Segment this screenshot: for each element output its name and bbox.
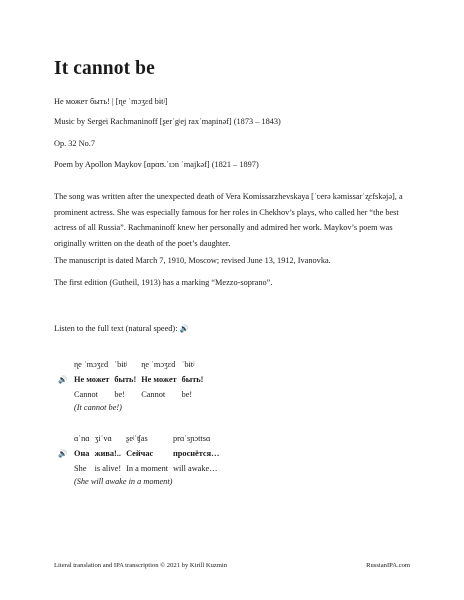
title-russian-ipa: Не может быть! | [ɳe ˈmɔʒɛd bɨtʲ]: [54, 97, 168, 106]
speaker-icon[interactable]: 🔊: [58, 448, 68, 458]
background-paragraph: The song was written after the unexpected death of Vera Komissarzhevskaya [ˈʋerə kəmissarˈʐɛfskəjə], a prominent actress. She was especially famous for her roles in Chekhov’s plays, who called her “the best actress of all Russia”. Rachmaninoff knew her personally and admired her work. Maykov’s poem was originally written on the death of the poet’s daughter.: [54, 192, 403, 248]
song-title: It cannot be: [54, 58, 155, 79]
russian-word: Не может: [141, 374, 177, 384]
footer-site: RussianIPA.com: [366, 562, 410, 569]
ipa-word: prɑˈsɲɔttsɑ: [173, 434, 211, 443]
russian-word: Она: [74, 448, 90, 458]
literal-word: Cannot: [141, 389, 166, 399]
russian-word: быть!: [114, 374, 137, 384]
literal-word: Cannot: [74, 389, 98, 399]
literal-word: In a moment: [126, 463, 169, 473]
ipa-row: [58, 432, 224, 447]
russian-word: проснётся…: [173, 448, 220, 458]
composer-line: Music by Sergei Rachmaninoff [ʂerˈgʲej raxˈmaɲinəf] (1873 – 1843): [54, 117, 281, 126]
poet-line: Poem by Apollon Maykov [ɑpɑʊ.ˈɪɔn ˈmajkəf] (1821 – 1897): [54, 160, 259, 169]
russian-word: жива!..: [94, 448, 121, 458]
ipa-word: ɳe ˈmɔʒɛd: [74, 360, 109, 369]
stanza-1: [58, 358, 208, 402]
ipa-word: ˈbɨtʲ: [114, 360, 128, 369]
speaker-icon[interactable]: 🔊: [179, 324, 189, 333]
footer-credit: Literal translation and IPA transcription © 2021 by Kirill Kuzmin: [54, 562, 228, 569]
ipa-word: ɳe ˈmɔʒɛd: [141, 360, 176, 369]
opus-line: Op. 32 No.7: [54, 139, 96, 148]
ipa-word: ɑˈnɑ: [74, 434, 90, 443]
ipa-word: ʒiˈvɑ: [94, 434, 112, 443]
manuscript-paragraph: The manuscript is dated March 7, 1910, Moscow; revised June 13, 1912, Ivanovka.: [54, 256, 331, 265]
russian-word: Не может: [74, 374, 110, 384]
listen-label: Listen to the full text (natural speed):: [54, 324, 178, 333]
ipa-word: ʂeʲˈʧas: [126, 434, 148, 443]
ipa-word: ˈbɨtʲ: [181, 360, 195, 369]
literal-word: will awake…: [173, 463, 218, 473]
speaker-icon[interactable]: 🔊: [58, 374, 68, 384]
stanza-translation: (She will awake in a moment): [74, 477, 173, 486]
russian-row: [58, 447, 224, 462]
literal-row: [58, 388, 208, 403]
russian-word: быть!: [181, 374, 204, 384]
russian-word: Сейчас: [126, 448, 154, 458]
literal-word: be!: [114, 389, 125, 399]
literal-word: be!: [181, 389, 193, 399]
listen-full-text: [54, 323, 189, 334]
stanza-translation: (It cannot be!): [74, 403, 122, 412]
literal-row: [58, 462, 224, 477]
edition-paragraph: The first edition (Gutheil, 1913) has a marking “Mezzo-soprano”.: [54, 278, 273, 287]
literal-word: is alive!: [94, 463, 122, 473]
russian-row: [58, 373, 208, 388]
ipa-row: [58, 358, 208, 373]
stanza-2: [58, 432, 224, 476]
literal-word: She: [74, 463, 87, 473]
